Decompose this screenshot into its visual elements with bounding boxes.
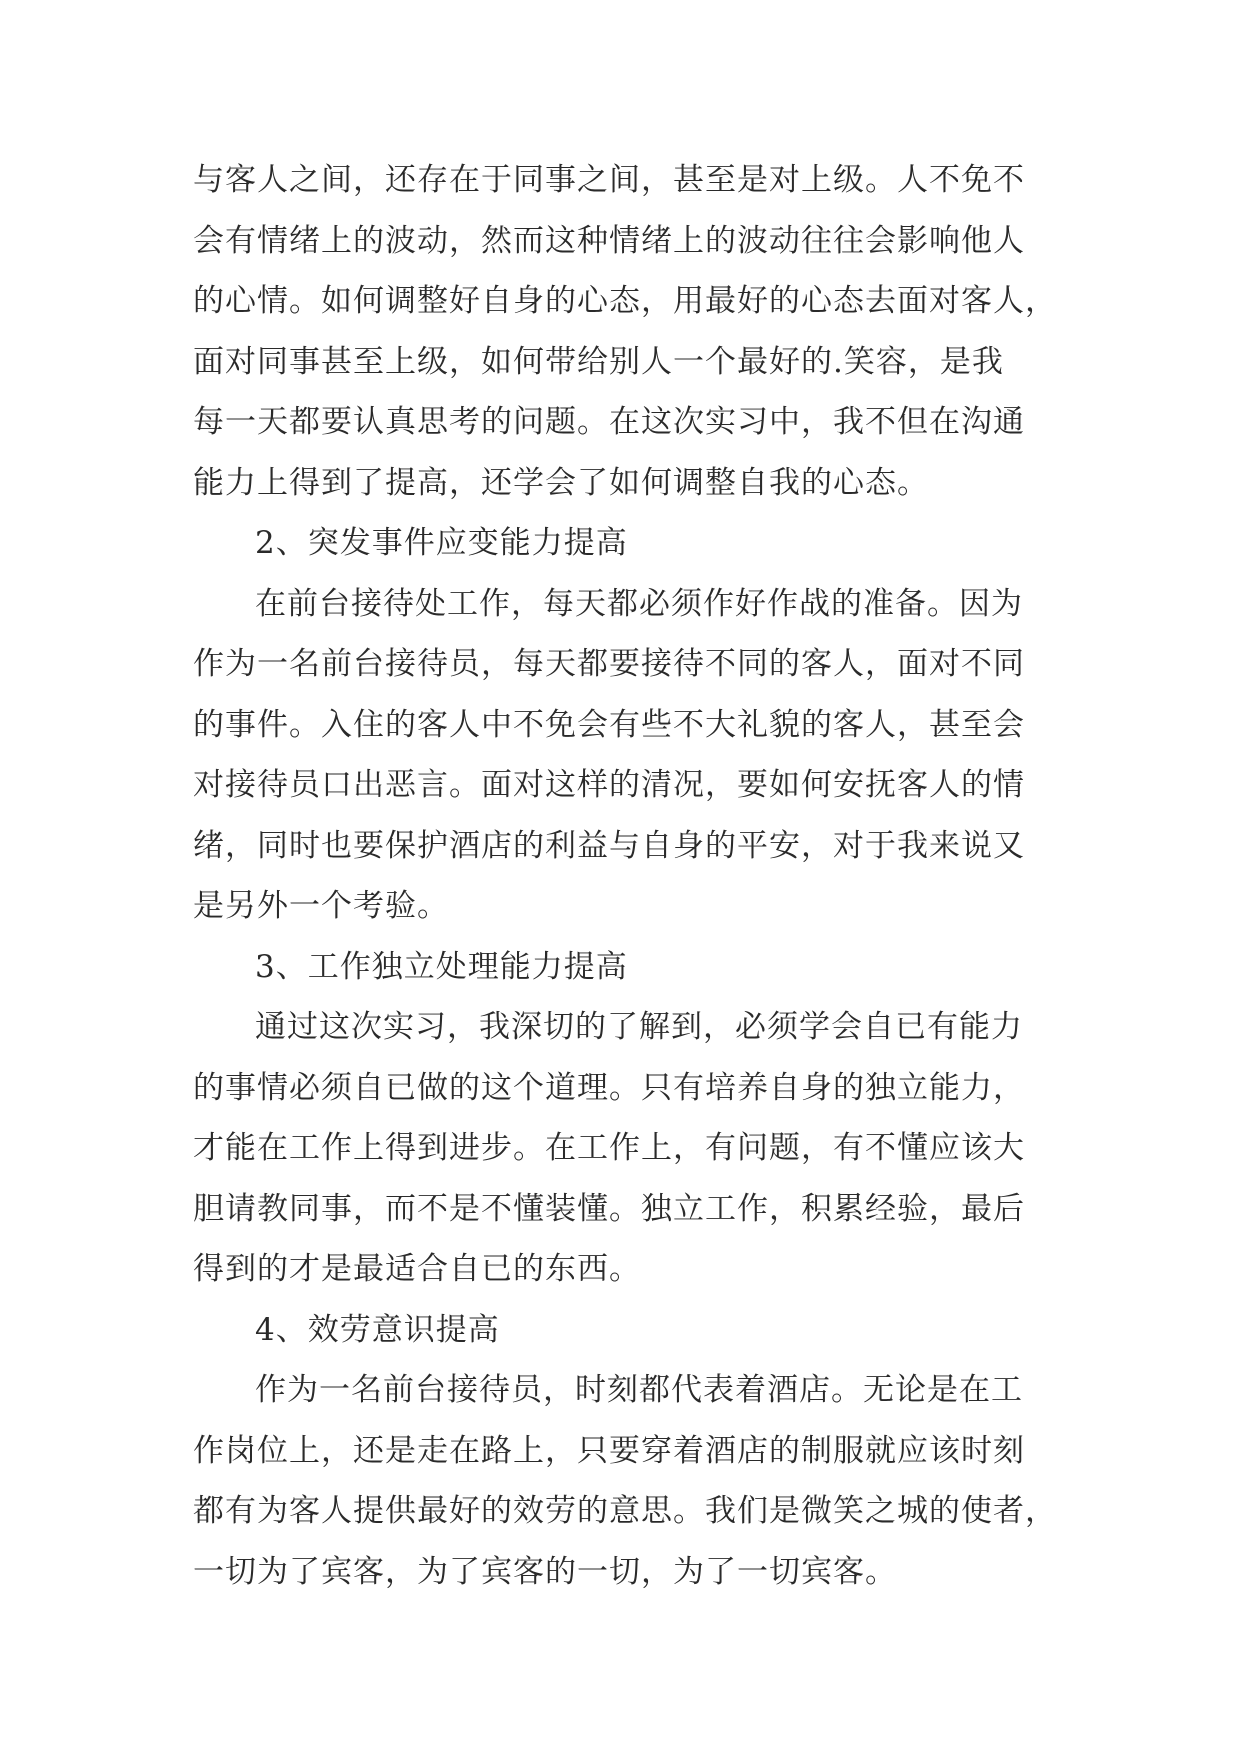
section-heading: 4、效劳意识提高 — [255, 1311, 500, 1348]
text-line: 会有情绪上的波动，然而这种情绪上的波动往往会影响他人 — [193, 222, 1025, 259]
document-body — [193, 150, 1057, 1602]
text-line: 作为一名前台接待员，每天都要接待不同的客人，面对不同 — [193, 646, 1025, 682]
text-line: 对接待员口出恶言。面对这样的清况，要如何安抚客人的情 — [193, 767, 1025, 803]
text-line: 与客人之间，还存在于同事之间，甚至是对上级。人不免不 — [193, 162, 1025, 198]
text-line: 的心情。如何调整好自身的心态，用最好的心态去面对客人， — [193, 283, 1057, 319]
text-line: 都有为客人提供最好的效劳的意思。我们是微笑之城的使者， — [193, 1493, 1057, 1529]
text-line: 的事情必须自已做的这个道理。只有培养自身的独立能力， — [193, 1069, 1025, 1106]
text-line: 的事件。入住的客人中不免会有些不大礼貌的客人，甚至会 — [193, 706, 1025, 743]
text-line: 每一天都要认真思考的问题。在这次实习中，我不但在沟通 — [193, 404, 1025, 440]
text-line: 得到的才是最适合自已的东西。 — [193, 1251, 641, 1287]
text-line: 是另外一个考验。 — [193, 888, 449, 924]
text-line: 胆请教同事，而不是不懂装懂。独立工作，积累经验，最后 — [193, 1190, 1025, 1227]
paragraph-first-line: 通过这次实习，我深切的了解到，必须学会自已有能力 — [255, 1009, 1023, 1045]
text-line: 一切为了宾客，为了宾客的一切，为了一切宾客。 — [193, 1553, 897, 1590]
text-line: 才能在工作上得到进步。在工作上，有问题，有不懂应该大 — [193, 1130, 1025, 1166]
paragraph-first-line: 作为一名前台接待员，时刻都代表着酒店。无论是在工 — [255, 1372, 1023, 1408]
text-line: 面对同事甚至上级，如何带给别人一个最好的.笑容，是我 — [193, 343, 1004, 380]
text-line: 绪，同时也要保护酒店的利益与自身的平安，对于我来说又 — [193, 827, 1025, 864]
section-heading: 2、突发事件应变能力提高 — [255, 525, 628, 561]
text-line: 能力上得到了提高，还学会了如何调整自我的心态。 — [193, 464, 929, 501]
section-heading: 3、工作独立处理能力提高 — [255, 948, 628, 985]
paragraph-first-line: 在前台接待处工作，每天都必须作好作战的准备。因为 — [255, 585, 1023, 622]
text-line: 作岗位上，还是走在路上，只要穿着酒店的制服就应该时刻 — [193, 1432, 1025, 1469]
